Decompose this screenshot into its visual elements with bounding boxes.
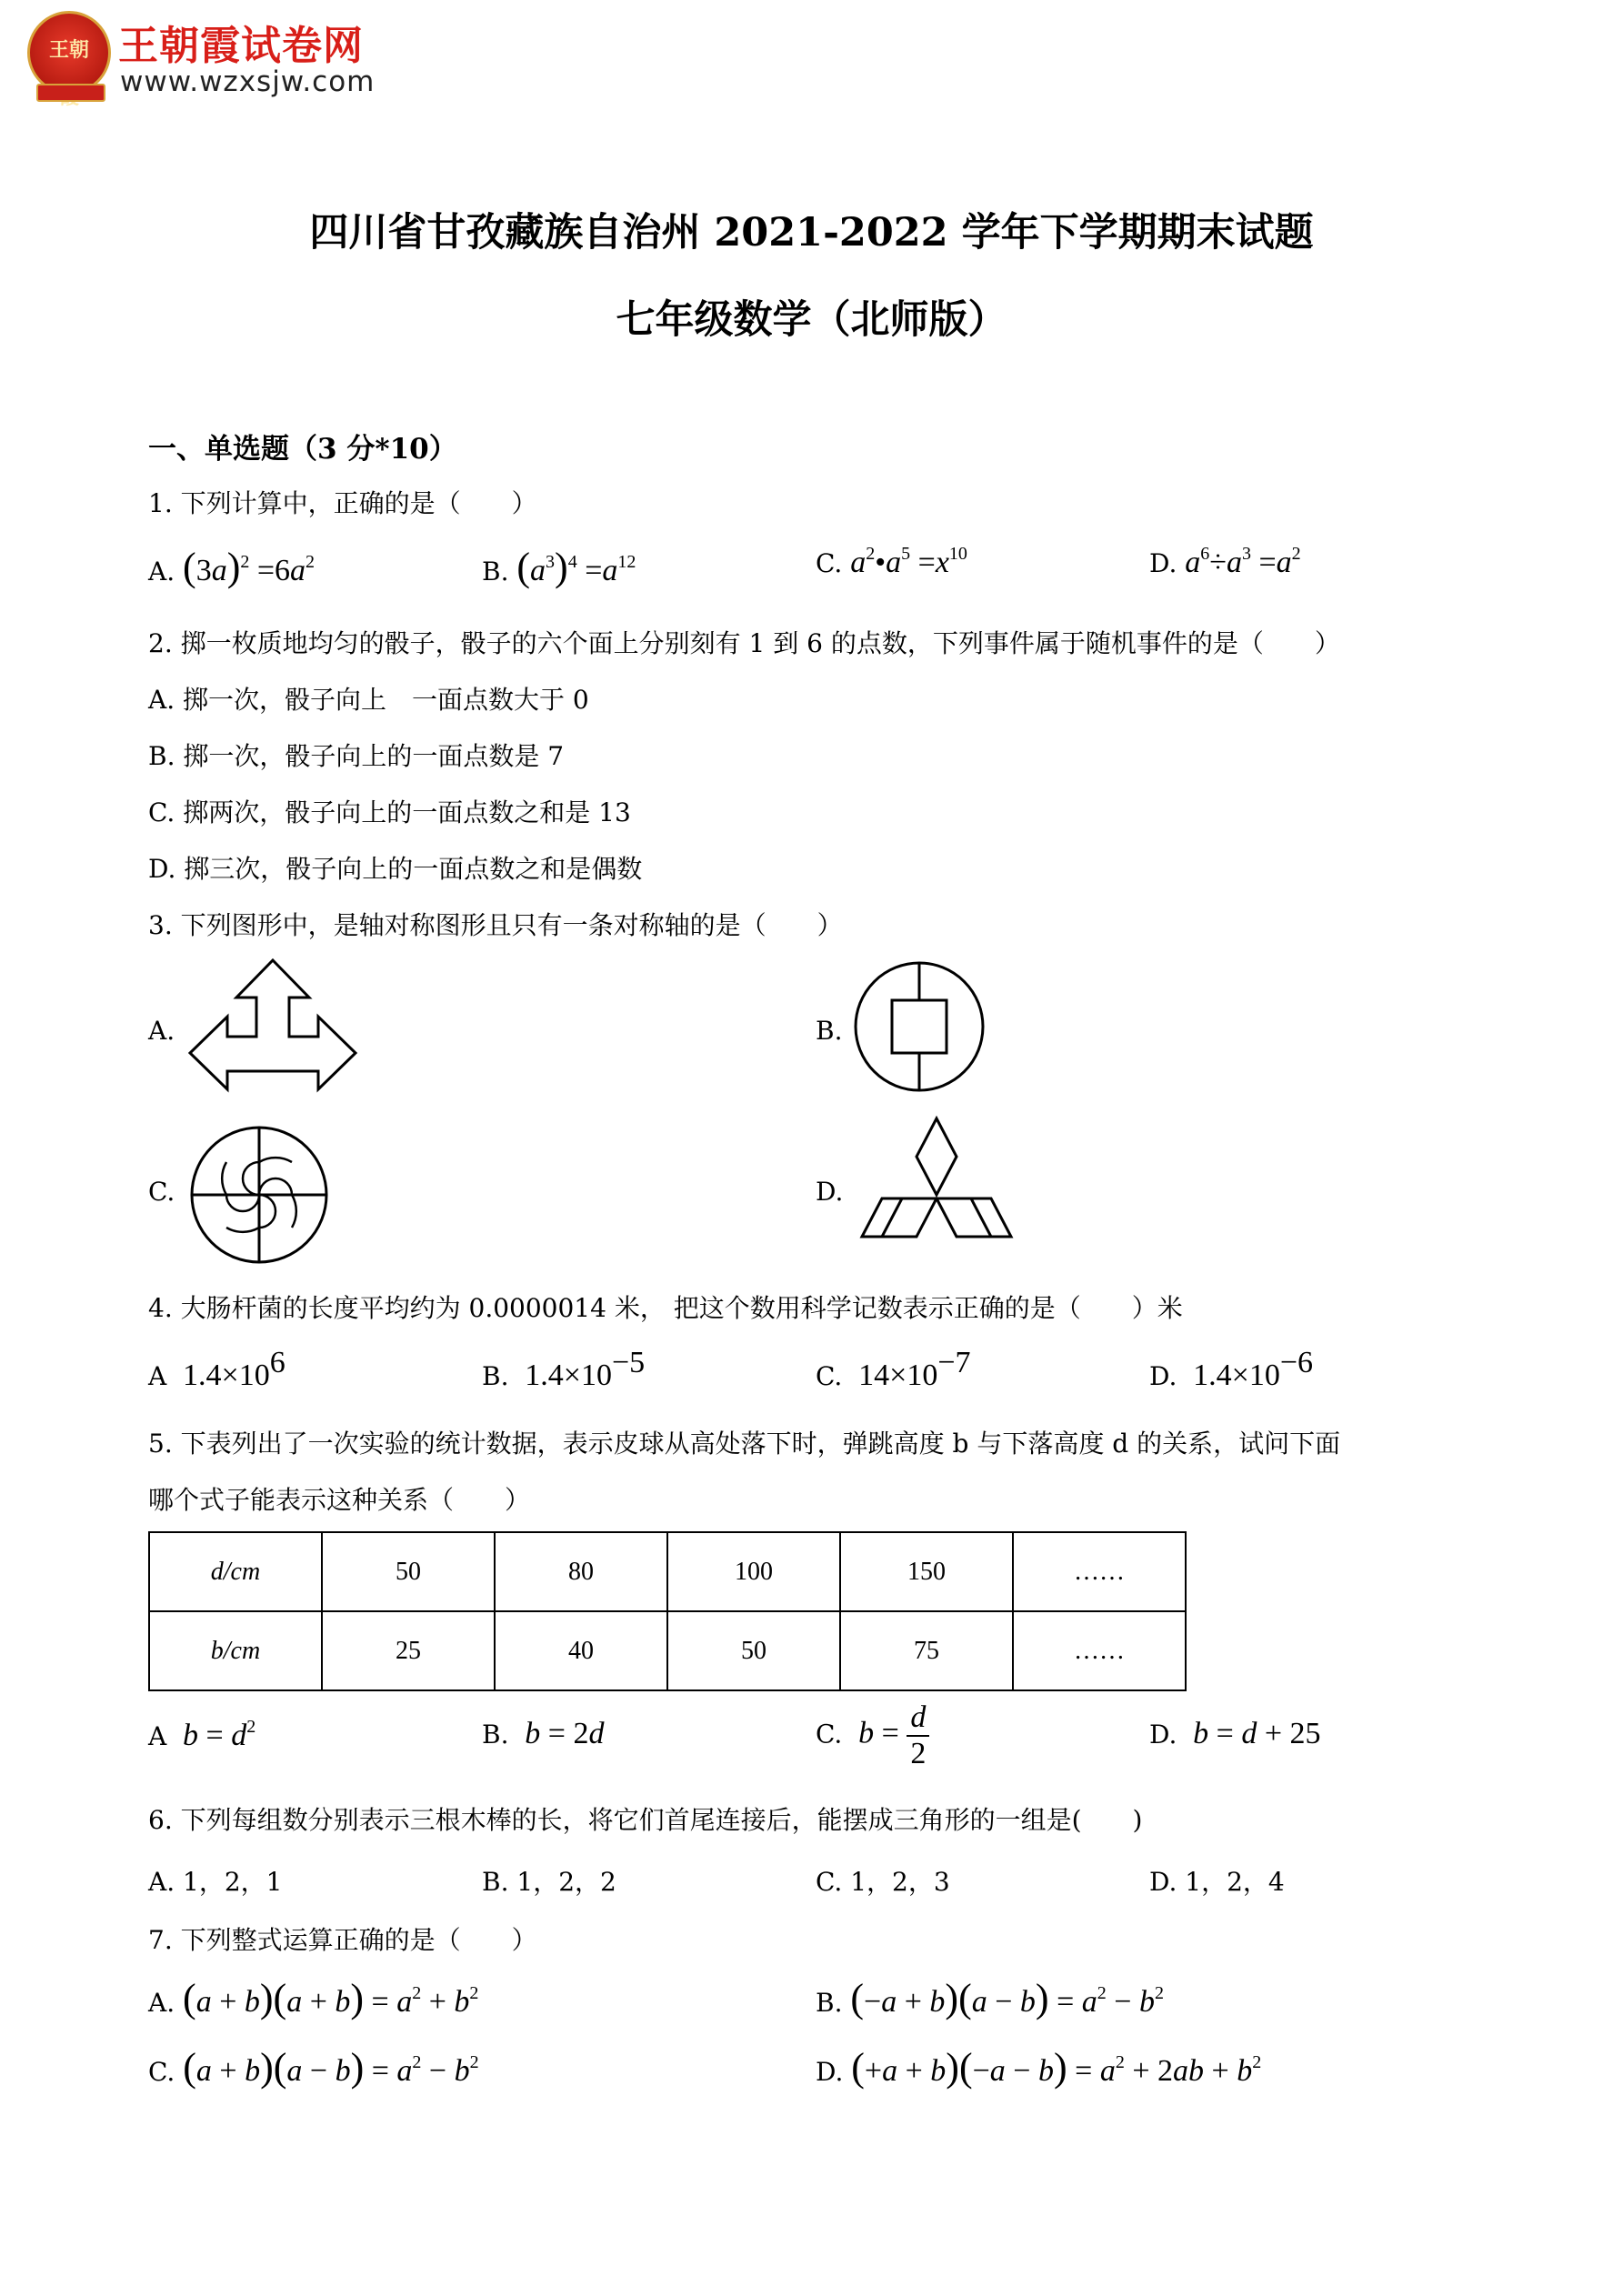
data-table [148,1531,1187,1691]
question-5-option-d: D. b = d + 25 [1149,1717,1321,1750]
table-cell: 25 [322,1611,495,1690]
question-2-option-d: D. 掷三次，骰子向上的一面点数之和是偶数 [148,854,643,884]
question-1-option-a: A. $(3a)^2 =6a^2$ [148,545,316,589]
figure-d-diamonds [855,1115,1018,1260]
question-7-option-d: D. $(+a + b)(-a - b) = a^2 + 2ab + b^2$ [816,2045,1262,2090]
exam-title: 四川省甘孜藏族自治州 2021-2022 学年下学期期末试题 [309,210,1314,256]
question-7-option-c: C. $(a + b)(a - b) = a^2 - b^2$ [148,2045,479,2090]
question-4-option-b: B. $1.4\times 10^{-5}$ [482,1346,646,1392]
question-6-option-c: C. 1，2，3 [816,1867,950,1897]
table-cell: 75 [840,1611,1013,1690]
question-2-option-c: C. 掷两次，骰子向上的一面点数之和是 13 [148,797,631,827]
question-2-option-b: B. 掷一次，骰子向上的一面点数是 7 [148,741,565,771]
figure-a-arrows [186,957,359,1098]
question-5-stem: 5. 下表列出了一次实验的统计数据，表示皮球从高处落下时，弹跳高度 b 与下落高度 d 的关系，试问下面 [148,1429,1341,1459]
site-logo-url: www.wzxsjw.com [120,65,376,98]
question-7-stem: 7. 下列整式运算正确的是（ ） [148,1925,537,1955]
fraction-d-over-2: $\frac{d}{2}$ [907,1700,929,1771]
question-4-stem: 4. 大肠杆菌的长度平均约为 0.0000014 米， 把这个数用科学记数表示正确的是（ ）米 [148,1293,1183,1323]
question-3-label-a: A. [148,1016,175,1046]
table-cell: b/cm [149,1611,322,1690]
figure-c-pinwheel [186,1122,332,1268]
question-5-option-b: B. b = 2d [482,1717,605,1750]
question-4-option-a: A $1.4\times 10^6$ [148,1346,286,1392]
question-1-option-b: B. $(a^3)^4 =a^{12}$ [482,545,636,589]
question-6-stem: 6. 下列每组数分别表示三根木棒的长，将它们首尾连接后，能摆成三角形的一组是( ) [148,1805,1143,1835]
question-5-stem-2: 哪个式子能表示这种关系（ ） [148,1485,531,1515]
table-cell: …… [1013,1532,1186,1611]
question-3-label-c: C. [148,1177,175,1207]
table-cell: 80 [495,1532,667,1611]
question-5-option-a: A $b = d^2$ [148,1717,256,1752]
question-1-option-c: C. $a^2•a^5 =x^{10}$ [816,544,967,579]
section-heading: 一、单选题（3 分*10） [148,433,457,466]
question-1-stem: 1. 下列计算中，正确的是（ ） [148,488,537,518]
table-cell: 50 [322,1532,495,1611]
question-7-option-a: A. $(a + b)(a + b) = a^2 + b^2$ [148,1976,479,2020]
question-2-stem: 2. 掷一枚质地均匀的骰子，骰子的六个面上分别刻有 1 到 6 的点数，下列事件属于随机事件的是（ ） [148,628,1340,658]
table-row [149,1532,1186,1611]
question-3-stem: 3. 下列图形中，是轴对称图形且只有一条对称轴的是（ ） [148,910,843,940]
question-7-option-b: B. $(-a + b)(a - b) = a^2 - b^2$ [816,1976,1164,2020]
table-row [149,1611,1186,1690]
site-logo-title: 王朝霞试卷网 [118,23,364,69]
question-4-option-d: D. $1.4\times 10^{-6}$ [1149,1346,1314,1392]
exam-subtitle: 七年级数学（北师版） [616,297,1007,343]
question-6-option-a: A. 1，2，1 [148,1867,283,1897]
table-cell: …… [1013,1611,1186,1690]
question-3-label-b: B. [816,1016,843,1046]
logo-ribbon [36,84,105,102]
question-3-label-d: D. [816,1177,844,1207]
table-cell: d/cm [149,1532,322,1611]
table-cell: 40 [495,1611,667,1690]
question-2-option-a: A. 掷一次，骰子向上 一面点数大于 0 [148,685,589,715]
logo-seal-text: 王朝 [48,39,89,62]
table-cell: 50 [667,1611,840,1690]
question-6-option-b: B. 1，2，2 [482,1867,616,1897]
figure-b-circle-square [851,957,987,1098]
question-6-option-d: D. 1，2，4 [1149,1867,1285,1897]
table-cell: 100 [667,1532,840,1611]
question-5-option-c: C. b = $\frac{d}{2}$ [816,1700,929,1771]
question-4-option-c: C. $14\times 10^{-7}$ [816,1346,971,1392]
question-1-option-d: D. $a^6\div a^3 =a^2$ [1149,544,1301,579]
table-cell: 150 [840,1532,1013,1611]
